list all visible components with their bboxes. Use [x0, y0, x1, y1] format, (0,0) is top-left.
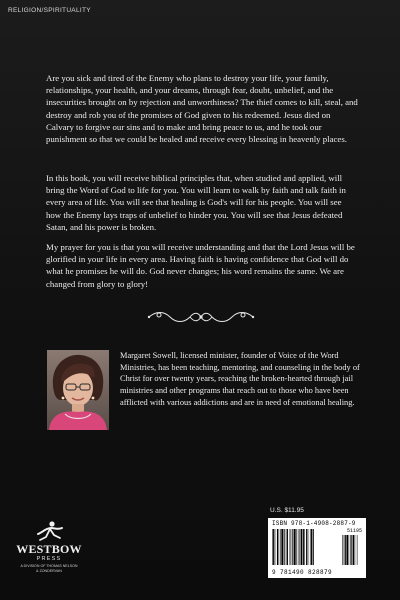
ean-number: 9 781490 828879 — [272, 569, 333, 576]
barcode-bars — [272, 529, 362, 567]
publisher-division-line-1: A DIVISION OF THOMAS NELSON — [20, 564, 78, 568]
author-photo — [47, 350, 109, 430]
leaping-figure-icon — [34, 520, 64, 542]
price-label: U.S. $11.95 — [270, 507, 304, 514]
description-paragraph-2: In this book, you will receive biblical principles that, when studied and applied, will bring the Word of God to life for you. You will learn to walk by faith and talk faith in every area of life. You will see that healing is God's will for his people. You will see how the Enemy lays traps of unbelief to hinder you. You will see that Jesus defeated Satan, and his power is broken. — [46, 173, 346, 232]
barcode-addon-number: 51195 — [346, 528, 362, 534]
flourish-ornament-icon — [146, 309, 256, 325]
publisher-division-line-2: & ZONDERVAN — [36, 568, 62, 573]
publisher-press: PRESS — [36, 556, 62, 562]
isbn-text: ISBN 978-1-4908-2887-9 — [272, 520, 356, 527]
author-bio: Margaret Sowell, licensed minister, founder of Voice of the Word Ministries, has been teaching, mentoring, and counseling in the body of Christ for over twenty years, reaching the broken-hearted through jail ministries and other programs that reach out to those who have been afflicted with various addictions and are in need of emotional healing. — [120, 351, 360, 407]
publisher-logo — [14, 520, 94, 590]
publisher-name: WESTBOW — [16, 542, 82, 556]
isbn-barcode — [268, 518, 366, 578]
publisher-division — [10, 564, 88, 573]
description-paragraph-3: My prayer for you is that you will receive understanding and that the Lord Jesus will be glorified in your life in every area. Having faith is having confidence that God will do what he promises he will do. God never changes; his word remains the same. We are changed from glory to glory! — [46, 242, 355, 289]
category-label: RELIGION/SPIRITUALITY — [8, 7, 91, 14]
description-paragraph-1: Are you sick and tired of the Enemy who plans to destroy your life, your family, relationships, your health, and your dreams, through fear, doubt, unbelief, and the insecurities brought on by rejection and unworthiness? The thief comes to kill, steal, and destroy and rob you of the promises of God given to his redeemed. Jesus died on Calvary to forgive our sins and to make and bring peace to us, and he took our punishment so that we could be healed and receive every blessing in heavenly places. — [46, 73, 358, 145]
